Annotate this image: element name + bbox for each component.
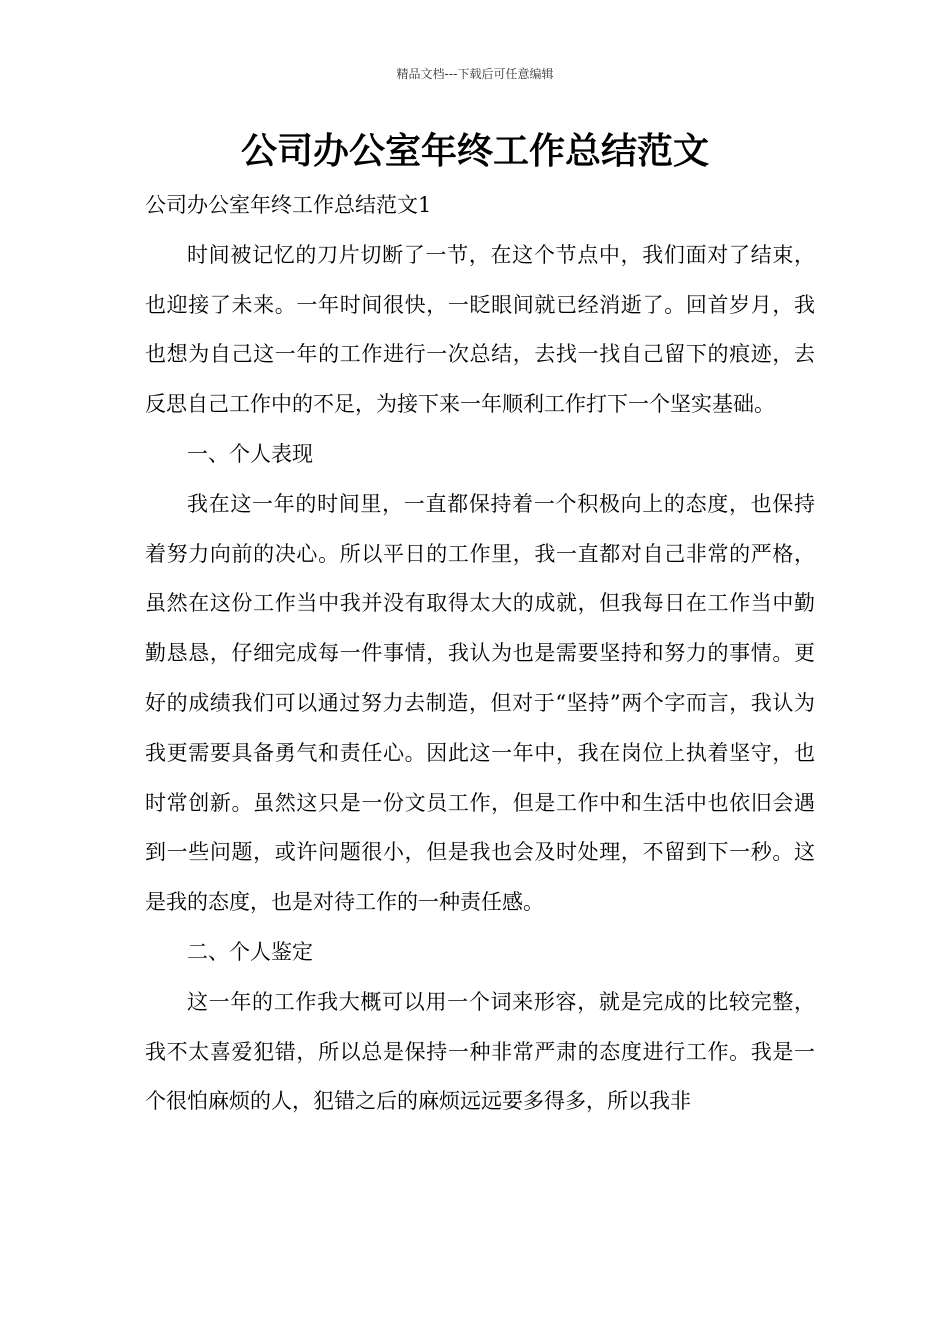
header-note: 精品文档---下载后可任意编辑 — [396, 67, 554, 81]
document-title: 公司办公室年终工作总结范文 — [240, 131, 709, 172]
document-body — [145, 181, 815, 1127]
paragraph-personal-performance: 我在这一年的时间里，一直都保持着一个积极向上的态度，也保持着努力向前的决心。所以平日的工作里，我一直都对自己非常的严格，虽然在这份工作当中我并没有取得太大的成就，但我每日在工作当中勤勤恳恳，仔细完成每一件事情，我认为也是需要坚持和努力的事情。更好的成绩我们可以通过努力去制造，但对于“坚持”两个字而言，我认为我更需要具备勇气和责任心。因此这一年中，我在岗位上执着坚守，也时常创新。虽然这只是一份文员工作，但是工作中和生活中也依旧会遇到一些问题，或许问题很小，但是我也会及时处理，不留到下一秒。这是我的态度，也是对待工作的一种责任感。 — [145, 491, 815, 915]
paragraph-personal-appraisal: 这一年的工作我大概可以用一个词来形容，就是完成的比较完整，我不太喜爱犯错，所以总是保持一种非常严肃的态度进行工作。我是一个很怕麻烦的人，犯错之后的麻烦远远要多得多，所以我非 — [145, 989, 815, 1114]
document-subtitle: 公司办公室年终工作总结范文1 — [145, 193, 432, 217]
paragraph-intro: 时间被记忆的刀片切断了一节，在这个节点中，我们面对了结束，也迎接了未来。一年时间很快，一眨眼间就已经消逝了。回首岁月，我也想为自己这一年的工作进行一次总结，去找一找自己留下的痕迹，去反思自己工作中的不足，为接下来一年顺利工作打下一个坚实基础。 — [145, 242, 815, 417]
section-heading-personal-appraisal: 二、个人鉴定 — [187, 939, 313, 964]
section-heading-personal-performance: 一、个人表现 — [187, 441, 313, 466]
